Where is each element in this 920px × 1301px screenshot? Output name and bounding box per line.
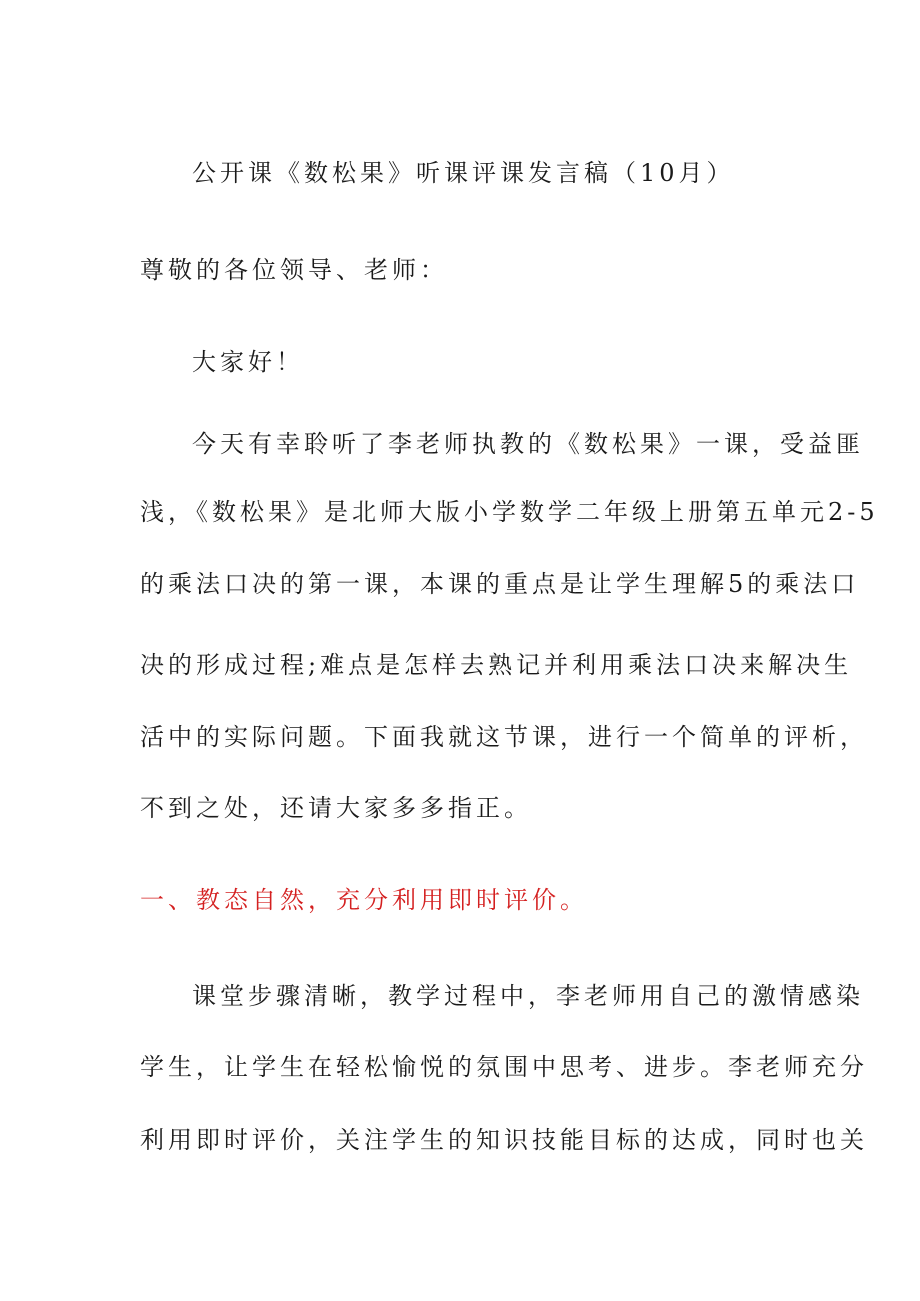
paragraph-line: 利用即时评价，关注学生的知识技能目标的达成，同时也关 bbox=[140, 1126, 868, 1154]
paragraph-line: 浅，《数松果》是北师大版小学数学二年级上册第五单元2-5 bbox=[140, 498, 879, 526]
section-heading: 一、教态自然，充分利用即时评价。 bbox=[140, 886, 588, 914]
paragraph-line: 不到之处，还请大家多多指正。 bbox=[140, 794, 532, 822]
document-title: 公开课《数松果》听课评课发言稿（10月） bbox=[192, 159, 735, 187]
paragraph-line: 今天有幸聆听了李老师执教的《数松果》一课，受益匪 bbox=[192, 430, 864, 458]
greeting: 大家好！ bbox=[192, 348, 304, 376]
paragraph-line: 学生，让学生在轻松愉悦的氛围中思考、进步。李老师充分 bbox=[140, 1053, 868, 1081]
paragraph-line: 决的形成过程;难点是怎样去熟记并利用乘法口决来解决生 bbox=[140, 651, 853, 679]
paragraph-line: 课堂步骤清晰，教学过程中，李老师用自己的激情感染 bbox=[192, 982, 864, 1010]
paragraph-line: 活中的实际问题。下面我就这节课，进行一个简单的评析， bbox=[140, 723, 868, 751]
paragraph-line: 的乘法口决的第一课，本课的重点是让学生理解5的乘法口 bbox=[140, 570, 860, 598]
salutation: 尊敬的各位领导、老师： bbox=[140, 256, 448, 284]
